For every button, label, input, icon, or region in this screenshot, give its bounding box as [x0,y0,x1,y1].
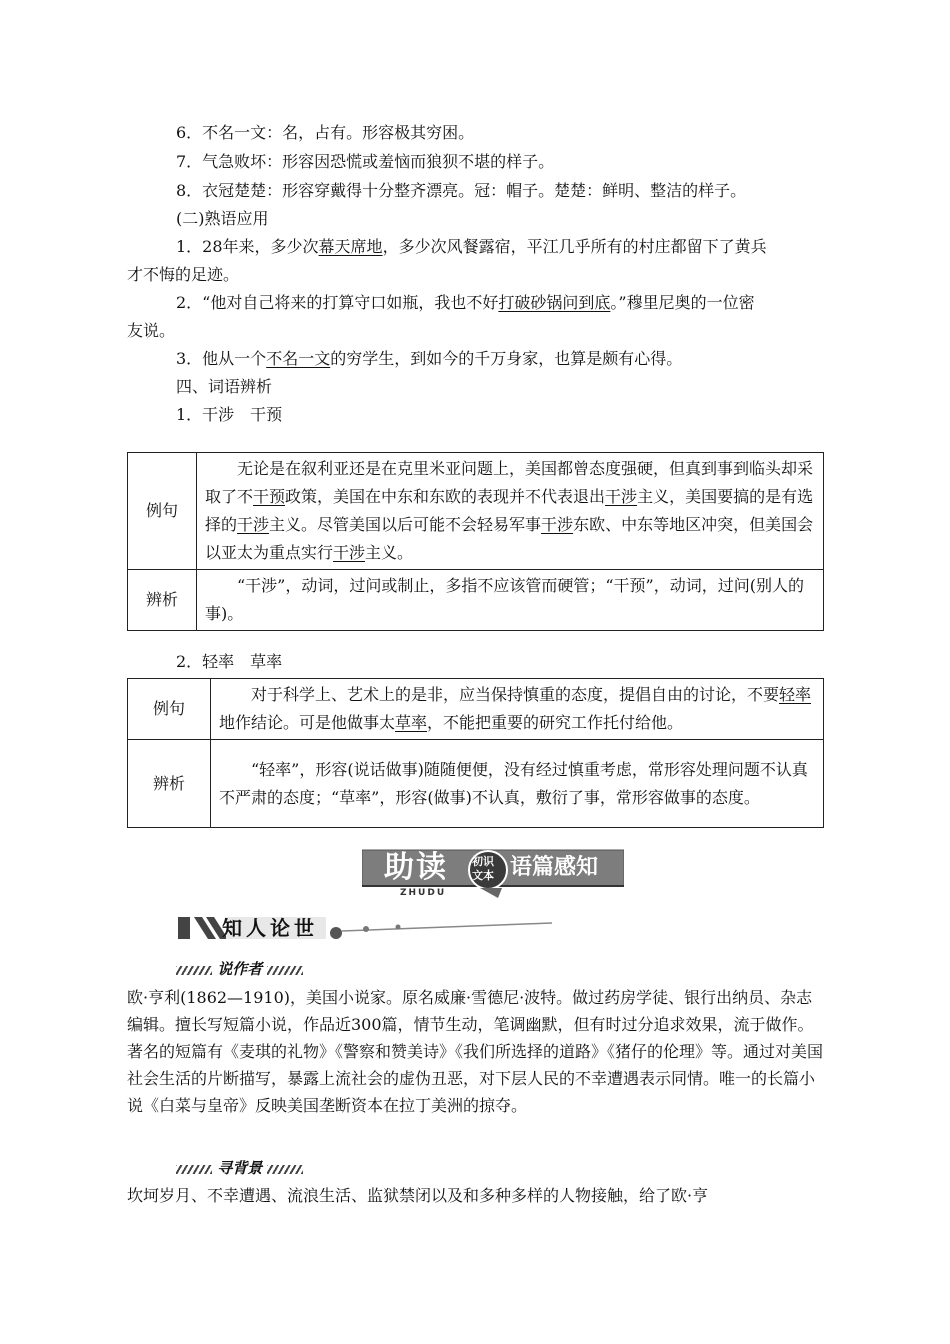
author-subheading: 说作者 [176,958,303,978]
analysis-label: 辨析 [128,570,197,631]
example-sentence-1: 1．28年来，多少次幕天席地，多少次风餐露宿，平江几乎所有的村庄都留下了黄兵 [176,237,767,256]
section-header [176,913,556,943]
author-paragraph: 欧·亨利(1862—1910)，美国小说家。原名威廉·雪德尼·波特。做过药房学徒、银行出纳员、杂志编辑。擅长写短篇小说，作品近300篇，情节生动，笔调幽默，但有时过分追求效果，流于做作。著名的短篇有《麦琪的礼物》《警察和赞美诗》《我们所选择的道路》《猪仔的伦理》等。通过对美国社会生活的片断描写，暴露上流社会的虚伪丑恶，对下层人民的不幸遭遇表示同情。唯一的长篇小说《白菜与皇帝》反映美国垄断资本在拉丁美洲的掠夺。 [127,988,824,1115]
definition-6: 6．不名一文：名，占有。形容极其穷困。 [176,123,475,142]
section-title: 知人论世 [222,916,318,940]
word-pair-2-title: 2．轻率 草率 [176,652,283,671]
analysis-text: “轻率”，形容(说话做事)随随便便，没有经过慎重考虑，常形容处理问题不认真不严肃的态度；“草率”，形容(做事)不认真，敷衍了事，常形容做事的态度。 [211,740,824,828]
example-sentence-2-cont: 友说。 [127,321,176,340]
banner-pinyin: ZHUDU [400,888,447,898]
analysis-text: “干涉”，动词，过问或制止，多指不应该管而硬管；“干预”，动词，过问(别人的事)。 [197,570,824,631]
underlined-idiom: 幕天席地 [318,237,383,256]
example-sentence-2: 2．“他对自己将来的打算守口如瓶，我也不好打破砂锅问到底。”穆里尼奥的一位密 [176,293,755,312]
idiom-application-heading: (二)熟语应用 [176,209,269,228]
hatch-decoration [267,966,303,975]
background-paragraph: 坎坷岁月、不幸遭遇、流浪生活、监狱禁闭以及和多种多样的人物接触，给了欧·亨 [127,1186,709,1205]
word-pair-1-title: 1．干涉 干预 [176,405,283,424]
analysis-table-2 [127,678,824,828]
example-label: 例句 [128,679,211,740]
underlined-idiom: 打破砂锅问到底 [498,293,611,312]
zhudu-banner [362,848,624,900]
word-analysis-heading: 四、词语辨析 [176,377,273,396]
analysis-label: 辨析 [128,740,211,828]
background-subheading: 寻背景 [176,1157,303,1177]
analysis-table-1 [127,452,824,631]
hatch-decoration [176,966,212,975]
definition-8: 8．衣冠楚楚：形容穿戴得十分整齐漂亮。冠：帽子。楚楚：鲜明、整洁的样子。 [176,181,747,200]
banner-right-text: 语篇感知 [510,855,599,880]
hatch-decoration [176,1165,212,1174]
example-sentence-3: 3．他从一个不名一文的穷学生，到如今的千万身家，也算是颇有心得。 [176,349,683,368]
underlined-idiom: 不名一文 [266,349,331,368]
example-text: 无论是在叙利亚还是在克里米亚问题上，美国都曾态度强硬，但真到事到临头却采取了不干预政策，美国在中东和东欧的表现并不代表退出干涉主义，美国要搞的是有选择的干涉主义。尽管美国以后可能不会轻易军事干涉东欧、中东等地区冲突，但美国会以亚太为重点实行干涉主义。 [197,453,824,570]
example-sentence-1-cont: 才不悔的足迹。 [127,265,240,284]
hatch-decoration [267,1165,303,1174]
banner-small-bottom: 文本 [472,869,494,882]
definition-7: 7．气急败坏：形容因恐慌或羞恼而狼狈不堪的样子。 [176,152,555,171]
example-label: 例句 [128,453,197,570]
example-text: 对于科学上、艺术上的是非，应当保持慎重的态度，提倡自由的讨论，不要轻率地作结论。可是他做事太草率，不能把重要的研究工作托付给他。 [211,679,824,740]
banner-small-top: 初识 [472,855,494,868]
banner-main-text: 助读 [384,850,448,885]
